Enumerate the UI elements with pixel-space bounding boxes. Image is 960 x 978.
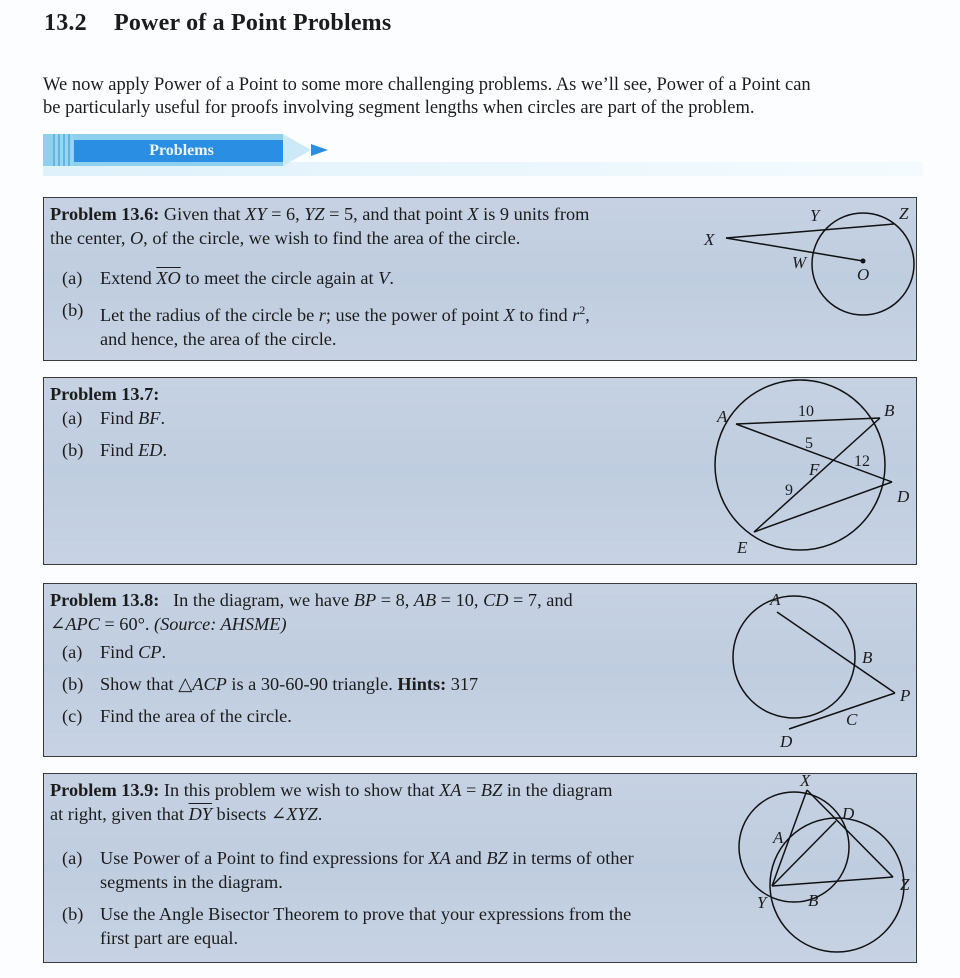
label-b: B: [862, 648, 873, 667]
label-a: A: [773, 828, 784, 847]
part-b: [50, 902, 634, 950]
part-text: to find: [514, 305, 573, 326]
pencil-lead: [311, 144, 328, 156]
part-label: (a): [62, 408, 83, 428]
label-y: Y: [810, 206, 820, 225]
statement-text: is 9 units from: [478, 204, 590, 224]
statement-var: X: [467, 204, 479, 224]
part-text: Use Power of a Point to find expressions for: [100, 848, 429, 868]
part-a: [50, 846, 634, 894]
problem-13-8-text: [50, 588, 573, 736]
part-text: .: [162, 440, 168, 460]
part-var: XA: [428, 848, 451, 868]
statement-text: = 6,: [266, 204, 305, 224]
hints-label: Hints:: [397, 674, 447, 694]
statement-text: = 7, and: [508, 590, 573, 610]
label-e: E: [737, 538, 748, 557]
part-text: .: [160, 408, 166, 428]
problem-13-6: [43, 197, 917, 361]
part-a: [50, 406, 167, 430]
intro-paragraph: [43, 74, 943, 120]
label-z: Z: [899, 204, 909, 223]
statement-angle: ∠XYZ: [270, 804, 318, 824]
part-label: (b): [62, 904, 84, 924]
circle-xyd: [739, 792, 849, 902]
statement-var: BZ: [480, 780, 503, 800]
part-label: (b): [62, 674, 84, 694]
part-label: (a): [62, 268, 83, 288]
statement-var: O: [129, 228, 144, 248]
part-text: in terms of other: [507, 848, 634, 868]
banner-label: Problems: [149, 142, 214, 159]
statement-var: XA: [439, 780, 462, 800]
label-o: O: [857, 265, 870, 284]
section-number: 13.2: [44, 10, 87, 36]
statement-text: in the diagram: [502, 780, 613, 800]
part-text: Find: [100, 408, 139, 428]
label-b: B: [884, 401, 895, 420]
diagram-13-7: [692, 378, 917, 564]
segment-yz: [772, 877, 893, 886]
part-text: and: [450, 848, 487, 868]
part-label: (c): [62, 706, 83, 726]
circle: [812, 213, 914, 315]
problems-banner: [43, 134, 343, 174]
statement-text: at right, given that: [50, 804, 189, 824]
problem-heading: Problem 13.7:: [50, 384, 160, 404]
part-text: Let the radius of the circle be: [100, 305, 319, 326]
segment-ap: [777, 612, 895, 693]
statement-text: In the diagram, we have: [173, 590, 354, 610]
label-f: F: [809, 460, 820, 479]
part-label: (b): [62, 300, 84, 320]
statement-text: .: [317, 804, 323, 824]
length-fd: 12: [854, 453, 870, 470]
part-var: X: [503, 305, 515, 326]
diagram-13-9: [730, 774, 916, 962]
part-text: Find: [100, 642, 139, 662]
part-a: [50, 640, 573, 664]
problem-13-9: [43, 773, 917, 963]
section-heading: Power of a Point Problems: [114, 10, 392, 36]
part-var: ED: [138, 440, 163, 460]
part-label: (a): [62, 642, 83, 662]
part-text: to meet the circle again at: [180, 268, 379, 288]
statement-text: In this problem we wish to show that: [159, 780, 440, 800]
statement-var: BP: [353, 590, 377, 610]
segment-ed: [754, 482, 892, 532]
segment-xo: $\overline{XO}$: [156, 268, 181, 288]
part-var: CP: [138, 642, 162, 662]
hints-number[interactable]: 317: [446, 674, 479, 694]
statement-text: = 5, and that point: [324, 204, 468, 224]
part-c: [50, 704, 573, 728]
statement-var: XY: [245, 204, 267, 224]
pencil-ferrule: [53, 134, 73, 166]
statement-text: Given that: [159, 204, 246, 224]
label-w: W: [792, 253, 807, 272]
part-text: is a 30-60-90 triangle.: [226, 674, 398, 694]
label-x: X: [704, 230, 715, 249]
part-text: segments in the diagram.: [100, 872, 283, 892]
part-text: Find the area of the circle.: [100, 706, 292, 726]
circle: [733, 596, 855, 718]
length-ab: 10: [798, 403, 814, 420]
part-text: .: [161, 642, 167, 662]
statement-angle: ∠APC: [50, 614, 100, 634]
label-d: D: [780, 732, 793, 751]
part-b: [50, 438, 167, 462]
part-var: r: [572, 305, 580, 326]
part-text: Find: [100, 440, 139, 460]
problem-13-7-text: [50, 382, 167, 470]
label-a: A: [717, 407, 728, 426]
label-b: B: [808, 891, 819, 910]
diagram-13-6: [692, 198, 917, 360]
pencil-tip: [283, 134, 311, 166]
part-label: (b): [62, 440, 84, 460]
statement-text: = 8,: [376, 590, 414, 610]
part-text: Extend: [100, 268, 157, 288]
part-text: .: [389, 268, 394, 288]
part-var: △ACP: [178, 674, 227, 694]
part-text: Show that: [100, 674, 179, 694]
statement-text: = 10,: [436, 590, 484, 610]
statement-var: CD: [483, 590, 509, 610]
part-var: r: [318, 305, 326, 326]
label-c: C: [846, 710, 858, 729]
source-citation: (Source: AHSME): [154, 614, 287, 634]
part-text: first part are equal.: [100, 928, 239, 948]
segment-dy: $\overline{DY}$: [188, 804, 212, 824]
part-var: V: [378, 268, 390, 288]
exponent: 2: [579, 303, 586, 317]
problem-heading: Problem 13.8:: [50, 590, 160, 610]
intro-line-1: We now apply Power of a Point to some more challenging problems. As we’ll see, Power of a Point can: [43, 75, 811, 95]
statement-text: =: [461, 780, 481, 800]
part-b: [50, 298, 590, 351]
statement-var: AB: [413, 590, 437, 610]
label-d: D: [897, 487, 910, 506]
length-ef: 9: [785, 482, 793, 499]
label-p: P: [900, 686, 911, 705]
problem-13-7: [43, 377, 917, 565]
segment-xz: [726, 224, 894, 238]
part-text: ,: [585, 305, 590, 326]
part-var: BZ: [486, 848, 508, 868]
statement-text: bisects: [211, 804, 271, 824]
problem-13-8: [43, 583, 917, 757]
part-label: (a): [62, 848, 83, 868]
statement-text: = 60°.: [99, 614, 155, 634]
statement-text: the center,: [50, 228, 130, 248]
label-d: D: [842, 804, 855, 823]
statement-var: YZ: [304, 204, 325, 224]
intro-line-2: be particularly useful for proofs involving segment lengths when circles are part of the problem.: [43, 98, 755, 118]
label-a: A: [770, 590, 781, 609]
length-af: 5: [805, 435, 813, 452]
part-text: and hence, the area of the circle.: [100, 329, 337, 350]
problem-13-9-text: [50, 778, 634, 958]
part-text: Use the Angle Bisector Theorem to prove that your expressions from the: [100, 904, 632, 924]
segment-pd: [789, 693, 895, 729]
label-z: Z: [900, 875, 910, 894]
part-b: [50, 672, 573, 696]
part-var: BF: [138, 408, 161, 428]
section-title: [44, 10, 391, 37]
problem-heading: Problem 13.6:: [50, 204, 160, 224]
diagram-13-8: [720, 584, 916, 756]
label-x: X: [800, 774, 811, 790]
center-point: [861, 259, 866, 264]
statement-text: , of the circle, we wish to find the area of the circle.: [143, 228, 521, 248]
label-y: Y: [757, 893, 767, 912]
problem-heading: Problem 13.9:: [50, 780, 160, 800]
part-text: ; use the power of point: [325, 305, 504, 326]
problem-13-6-text: [50, 202, 590, 359]
part-a: [50, 266, 590, 290]
